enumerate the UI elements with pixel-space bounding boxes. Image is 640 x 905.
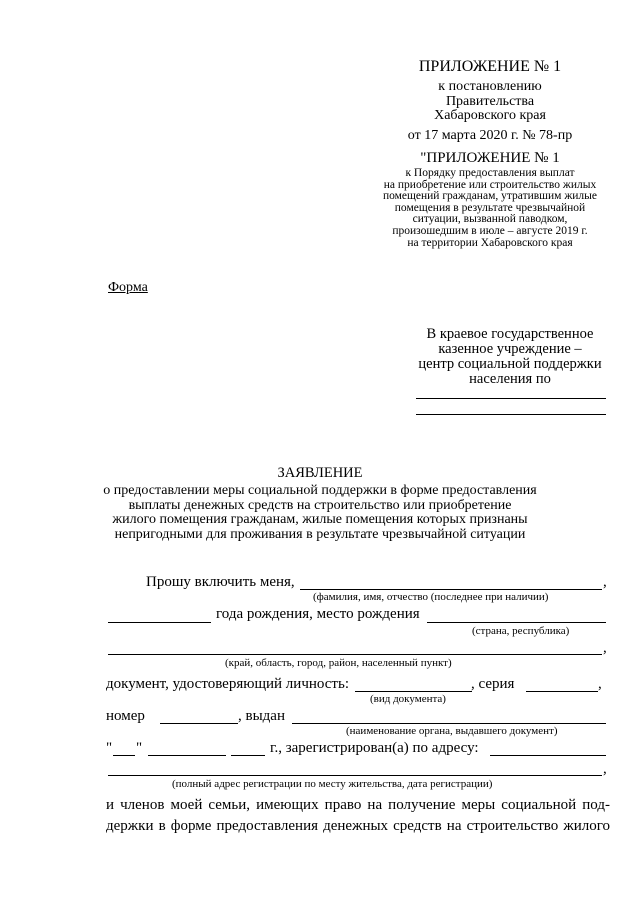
addressee-blank-1[interactable] xyxy=(416,398,606,399)
address-field-1[interactable] xyxy=(490,755,606,756)
issued-label: , выдан xyxy=(238,708,285,724)
sub-appendix-line: к Порядку предоставления выплат xyxy=(405,167,575,179)
caption-country: (страна, республика) xyxy=(472,625,570,637)
day-field[interactable] xyxy=(113,755,135,756)
caption-address: (полный адрес регистрации по месту жительства, дата регистрации) xyxy=(172,778,493,790)
number-label: номер xyxy=(106,708,145,724)
statement-subtitle-line: жилого помещения гражданам, жилые помещения которых признаны xyxy=(112,512,528,527)
form-label: Форма xyxy=(108,280,148,295)
addressee-line: населения по xyxy=(469,371,551,387)
region-comma: , xyxy=(603,640,607,656)
statement-subtitle-line: выплаты денежных средств на строительство или приобретение xyxy=(128,497,512,513)
birth-text: года рождения, место рождения xyxy=(216,606,420,622)
body-text-line-2: держки в форме предоставления денежных средств на строительство жилого xyxy=(106,818,610,834)
appendix-line-2: Правительства xyxy=(445,94,535,109)
birth-place-field[interactable] xyxy=(427,622,606,623)
statement-subtitle xyxy=(40,484,600,542)
year-label: г., зарегистрирован(а) по адресу: xyxy=(270,740,479,756)
addressee-line: казенное учреждение – xyxy=(438,341,582,357)
addressee-line: центр социальной поддержки xyxy=(418,356,602,372)
issuer-field[interactable] xyxy=(292,723,606,724)
caption-region: (край, область, город, район, населенный пункт) xyxy=(225,657,452,669)
series-label: , серия xyxy=(471,676,515,692)
sub-appendix-title: "ПРИЛОЖЕНИЕ № 1 xyxy=(420,150,560,166)
region-field[interactable] xyxy=(108,654,602,655)
quote-open: " xyxy=(106,740,113,756)
address-comma: , xyxy=(603,761,607,777)
address-field-2[interactable] xyxy=(108,775,602,776)
sub-appendix-line: на приобретение или строительство жилых xyxy=(383,178,597,191)
doc-type-field[interactable] xyxy=(355,691,472,692)
sub-appendix-text xyxy=(360,168,620,249)
year-field[interactable] xyxy=(231,755,265,756)
month-field[interactable] xyxy=(148,755,226,756)
body-text-line-1: и членов моей семьи, имеющих право на получение меры социальной под- xyxy=(106,797,610,813)
id-doc-label: документ, удостоверяющий личность: xyxy=(106,676,349,692)
addressee-blank-2[interactable] xyxy=(416,414,606,415)
sub-appendix-line: помещений гражданам, утратившим жилые xyxy=(382,190,598,203)
appendix-title: ПРИЛОЖЕНИЕ № 1 xyxy=(418,58,562,75)
series-comma: , xyxy=(598,676,602,692)
caption-fio: (фамилия, имя, отчество (последнее при наличии) xyxy=(313,591,549,603)
statement-subtitle-line: непригодными для проживания в результате чрезвычайной ситуации xyxy=(114,526,526,542)
appendix-line-3: Хабаровского края xyxy=(434,108,546,123)
appendix-date: от 17 марта 2020 г. № 78-пр xyxy=(407,128,573,143)
appendix-line-1: к постановлению xyxy=(438,79,542,94)
quote-close: " xyxy=(136,740,143,756)
request-prefix: Прошу включить меня, xyxy=(146,574,295,590)
number-field[interactable] xyxy=(160,723,238,724)
series-field[interactable] xyxy=(526,691,598,692)
sub-appendix-line: ситуации, вызванной паводком, xyxy=(412,213,568,226)
addressee-block xyxy=(405,327,615,387)
statement-subtitle-line: о предоставлении меры социальной поддержки в форме предоставления xyxy=(103,483,537,498)
statement-title: ЗАЯВЛЕНИЕ xyxy=(277,465,363,481)
birth-year-field[interactable] xyxy=(108,622,211,623)
caption-issuer: (наименование органа, выдавшего документ) xyxy=(346,725,558,737)
sub-appendix-line: на территории Хабаровского края xyxy=(407,236,573,249)
fio-comma: , xyxy=(603,574,607,590)
sub-appendix-line: произошедшим в июле – августе 2019 г. xyxy=(392,224,588,237)
fio-field[interactable] xyxy=(300,589,602,590)
addressee-line: В краевое государственное xyxy=(426,326,594,342)
caption-doc-type: (вид документа) xyxy=(370,693,446,705)
sub-appendix-line: помещения в результате чрезвычайной xyxy=(394,201,586,214)
